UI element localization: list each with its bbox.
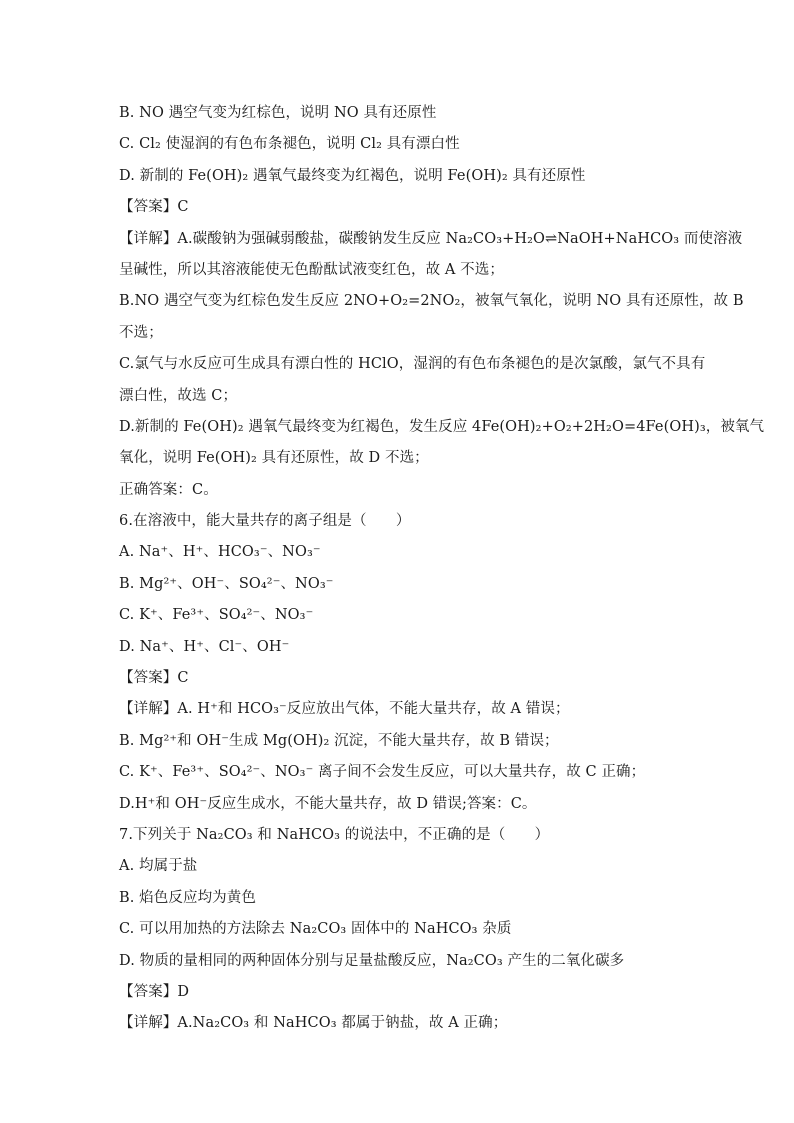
answer-label: 【答案】D bbox=[119, 983, 190, 1000]
question-6-option-a: A. Na⁺、H⁺、HCO₃⁻、NO₃⁻ bbox=[119, 544, 321, 561]
option-d-text: D. 新制的 Fe(OH)₂ 遇氧气最终变为红褐色，说明 Fe(OH)₂ 具有还原性 bbox=[119, 167, 586, 184]
answer-label: 【答案】C bbox=[119, 199, 189, 216]
question-7-option-a: A. 均属于盐 bbox=[119, 858, 198, 875]
option-b-text: B. NO 遇空气变为红棕色，说明 NO 具有还原性 bbox=[119, 105, 437, 121]
explanation-line: C. K⁺、Fe³⁺、SO₄²⁻、NO₃⁻ 离子间不会发生反应，可以大量共存，故 C 正确； bbox=[119, 764, 646, 781]
explanation-line: B. Mg²⁺和 OH⁻生成 Mg(OH)₂ 沉淀，不能大量共存，故 B 错误； bbox=[119, 732, 559, 749]
explanation-line: D.H⁺和 OH⁻反应生成水，不能大量共存，故 D 错误;答案：C。 bbox=[119, 795, 537, 812]
explanation-line: B.NO 遇空气变为红棕色发生反应 2NO+O₂=2NO₂，被氧气氧化，说明 NO 具有还原性，故 B bbox=[119, 293, 744, 310]
question-6-option-b: B. Mg²⁺、OH⁻、SO₄²⁻、NO₃⁻ bbox=[119, 575, 334, 592]
question-6-option-c: C. K⁺、Fe³⁺、SO₄²⁻、NO₃⁻ bbox=[119, 607, 314, 624]
explanation-line: D.新制的 Fe(OH)₂ 遇氧气最终变为红褐色，发生反应 4Fe(OH)₂+O₂+2H₂O=4Fe(OH)₃，被氧气 bbox=[119, 418, 765, 435]
correct-answer-line: 正确答案：C。 bbox=[119, 481, 218, 498]
explanation-line: 氧化，说明 Fe(OH)₂ 具有还原性，故 D 不选； bbox=[119, 450, 429, 467]
question-7-title: 7.下列关于 Na₂CO₃ 和 NaHCO₃ 的说法中，不正确的是（ ） bbox=[119, 826, 550, 843]
option-c-text: C. Cl₂ 使湿润的有色布条褪色，说明 Cl₂ 具有漂白性 bbox=[119, 136, 460, 153]
explanation-line: 漂白性，故选 C； bbox=[119, 387, 238, 404]
question-7-option-c: C. 可以用加热的方法除去 Na₂CO₃ 固体中的 NaHCO₃ 杂质 bbox=[119, 921, 512, 938]
question-7-option-d: D. 物质的量相同的两种固体分别与足量盐酸反应，Na₂CO₃ 产生的二氧化碳多 bbox=[119, 952, 625, 969]
explanation-line: 【详解】A. H⁺和 HCO₃⁻反应放出气体，不能大量共存，故 A 错误； bbox=[119, 701, 570, 718]
explanation-line: 不选； bbox=[119, 324, 163, 341]
document-page bbox=[119, 98, 765, 1040]
question-6-option-d: D. Na⁺、H⁺、Cl⁻、OH⁻ bbox=[119, 638, 290, 655]
explanation-line: 【详解】A.碳酸钠为强碱弱酸盐，碳酸钠发生反应 Na₂CO₃+H₂O⇌NaOH+NaHCO₃ 而使溶液 bbox=[119, 230, 743, 247]
explanation-line: 呈碱性，所以其溶液能使无色酚酞试液变红色，故 A 不选； bbox=[119, 261, 504, 278]
question-7-option-b: B. 焰色反应均为黄色 bbox=[119, 889, 256, 906]
explanation-line: C.氯气与水反应可生成具有漂白性的 HClO，湿润的有色布条褪色的是次氯酸，氯气不具有 bbox=[119, 356, 706, 373]
answer-label: 【答案】C bbox=[119, 670, 189, 687]
explanation-line: 【详解】A.Na₂CO₃ 和 NaHCO₃ 都属于钠盐，故 A 正确； bbox=[119, 1015, 508, 1032]
question-6-title: 6.在溶液中，能大量共存的离子组是（ ） bbox=[119, 513, 411, 530]
